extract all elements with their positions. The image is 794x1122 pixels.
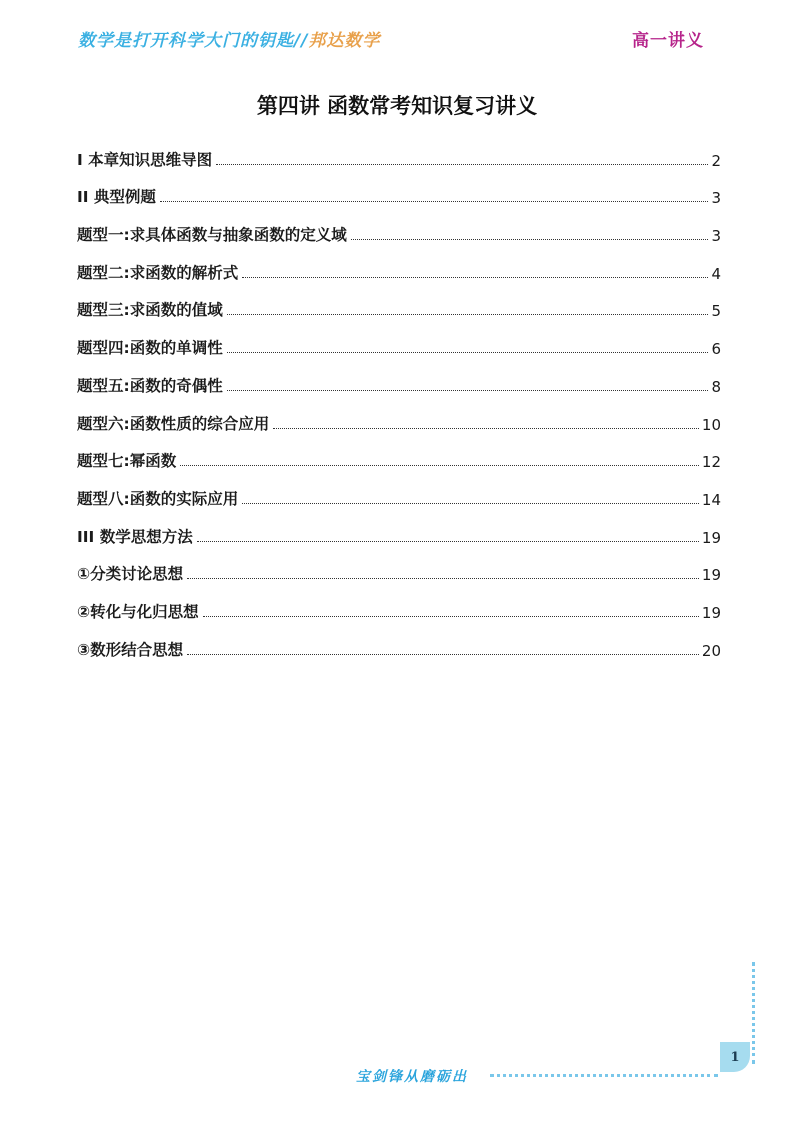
- toc-entry[interactable]: [77, 396, 721, 434]
- document-title: 第四讲 函数常考知识复习讲义: [256, 93, 538, 118]
- toc-dot-leader: [197, 540, 699, 542]
- toc-entry[interactable]: [77, 283, 721, 321]
- toc-entry-label: 题型八:函数的实际应用: [77, 489, 239, 508]
- toc-dot-leader: [227, 351, 709, 353]
- toc-dot-leader: [160, 200, 709, 202]
- toc-entry-page: 19: [701, 603, 721, 622]
- toc-entry-label: ③数形结合思想: [77, 640, 184, 659]
- toc-entry-page: 14: [701, 490, 721, 509]
- toc-entry-label: II 典型例题: [77, 188, 156, 207]
- toc-entry-label: 题型三:求函数的值域: [77, 301, 223, 320]
- toc-entry-label: ②转化与化归思想: [77, 602, 199, 621]
- toc-entry[interactable]: [77, 170, 721, 208]
- toc-entry-page: 20: [701, 641, 721, 660]
- toc-entry-page: 5: [711, 302, 721, 321]
- toc-dot-leader: [187, 577, 699, 579]
- toc-entry[interactable]: [77, 320, 721, 358]
- toc-entry-page: 19: [701, 528, 721, 547]
- toc-dot-leader: [216, 163, 708, 165]
- toc-entry-page: 2: [711, 151, 721, 170]
- decorative-footer-dots: [490, 1074, 718, 1077]
- toc-entry[interactable]: [77, 622, 721, 660]
- decorative-side-dots: [752, 962, 755, 1064]
- toc-entry-page: 10: [701, 415, 721, 434]
- toc-entry[interactable]: [77, 584, 721, 622]
- header-slogan-brand: 邦达数学: [308, 31, 381, 51]
- toc-entry[interactable]: [77, 358, 721, 396]
- toc-entry[interactable]: [77, 547, 721, 585]
- header-slogan: [78, 26, 380, 51]
- toc-dot-leader: [187, 653, 699, 655]
- toc-entry-page: 3: [711, 227, 721, 246]
- toc-dot-leader: [351, 238, 709, 240]
- toc-entry[interactable]: [77, 509, 721, 547]
- toc-entry[interactable]: [77, 471, 721, 509]
- toc-dot-leader: [227, 313, 709, 315]
- toc-entry[interactable]: [77, 434, 721, 472]
- toc-dot-leader: [203, 615, 699, 617]
- toc-entry-label: 题型二:求函数的解析式: [77, 263, 239, 282]
- toc-dot-leader: [180, 464, 699, 466]
- toc-entry-page: 3: [711, 189, 721, 208]
- toc-entry-page: 8: [711, 377, 721, 396]
- toc-dot-leader: [273, 427, 699, 429]
- header-course-label: 高一讲义: [632, 31, 704, 51]
- header-slogan-part1: 数学是打开科学大门的钥匙//: [78, 31, 309, 51]
- page-number-badge: 1: [720, 1042, 750, 1072]
- table-of-contents: [77, 132, 721, 660]
- toc-entry-page: 4: [711, 264, 721, 283]
- toc-entry-label: ①分类讨论思想: [77, 565, 184, 584]
- toc-entry-page: 6: [711, 340, 721, 359]
- toc-entry-label: III 数学思想方法: [77, 527, 193, 546]
- toc-entry-label: 题型四:函数的单调性: [77, 339, 223, 358]
- toc-dot-leader: [227, 389, 709, 391]
- toc-dot-leader: [242, 502, 699, 504]
- toc-entry-label: 题型五:函数的奇偶性: [77, 376, 223, 395]
- toc-entry-label: 题型一:求具体函数与抽象函数的定义域: [77, 226, 347, 245]
- toc-entry-label: 题型七:幂函数: [77, 452, 177, 471]
- toc-entry-page: 12: [701, 453, 721, 472]
- toc-dot-leader: [242, 276, 708, 278]
- toc-entry[interactable]: [77, 132, 721, 170]
- toc-entry-label: I 本章知识思维导图: [77, 150, 213, 169]
- toc-entry-page: 19: [701, 566, 721, 585]
- toc-entry-label: 题型六:函数性质的综合应用: [77, 414, 270, 433]
- toc-entry[interactable]: [77, 207, 721, 245]
- toc-entry[interactable]: [77, 245, 721, 283]
- footer-motto: 宝剑锋从磨砺出: [356, 1069, 468, 1085]
